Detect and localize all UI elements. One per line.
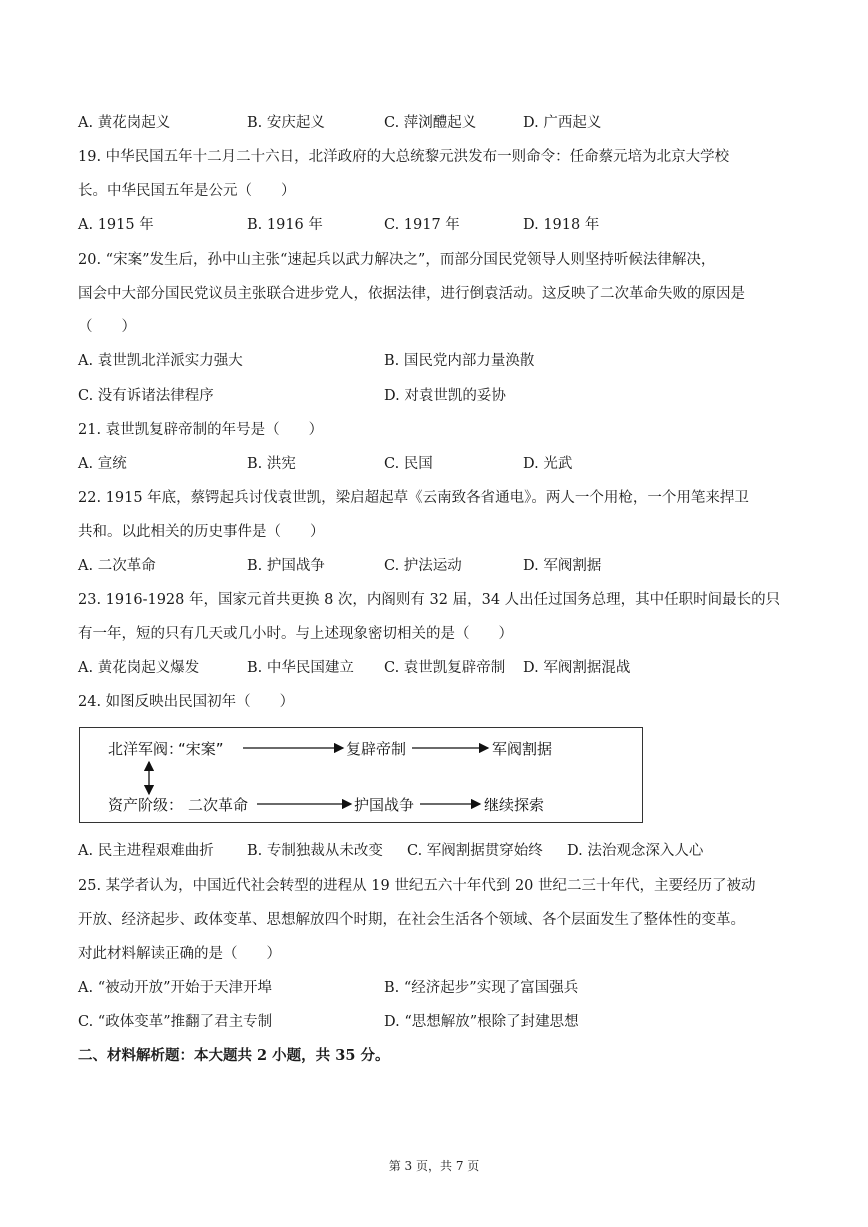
q19-stem-line-1: 19. 中华民国五年十二月二十六日，北洋政府的大总统黎元洪发布一则命令：任命蔡元培为北京大学校 bbox=[78, 149, 730, 165]
q19-options bbox=[78, 215, 778, 235]
q24-stem: 24. 如图反映出民国初年（ ） bbox=[78, 694, 295, 710]
option-d: D. “思想解放”根除了封建思想 bbox=[384, 1014, 579, 1030]
option-d: D. 军阀割据混战 bbox=[523, 660, 631, 676]
q21-stem: 21. 袁世凯复辟帝制的年号是（ ） bbox=[78, 422, 324, 438]
q20-options-row-1 bbox=[78, 351, 778, 371]
option-d: D. 广西起义 bbox=[523, 115, 602, 131]
page-footer: 第 3 页，共 7 页 bbox=[388, 1159, 480, 1173]
option-c: C. “政体变革”推翻了君主专制 bbox=[78, 1014, 273, 1030]
q23-stem-line-1: 23. 1916-1928 年，国家元首共更换 8 次，内阁则有 32 届，34 人出任过国务总理，其中任职时间最长的只 bbox=[78, 592, 781, 608]
option-b: B. 专制独裁从未改变 bbox=[247, 843, 383, 859]
row1-label: 北洋军阀： bbox=[108, 740, 184, 758]
option-c: C. 护法运动 bbox=[384, 558, 462, 574]
row2-item-2: 护国战争 bbox=[354, 796, 415, 814]
q25-options-row-1 bbox=[78, 978, 778, 998]
row1-item-1: “宋案” bbox=[178, 740, 224, 758]
option-d: D. 光武 bbox=[523, 456, 573, 472]
q20-stem-line-3: （ ） bbox=[78, 319, 136, 335]
row2-item-1: 二次革命 bbox=[188, 796, 249, 814]
q25-stem-line-2: 开放、经济起步、政体变革、思想解放四个时期，在社会生活各个领域、各个层面发生了整体性的变革。 bbox=[78, 912, 745, 928]
q25-options-row-2 bbox=[78, 1012, 778, 1032]
option-a: A. 黄花岗起义 bbox=[78, 115, 171, 131]
option-c: C. 民国 bbox=[384, 456, 433, 472]
q25-stem-line-3: 对此材料解读正确的是（ ） bbox=[78, 946, 281, 962]
option-b: B. 国民党内部力量涣散 bbox=[384, 353, 535, 369]
section-heading: 二、材料解析题：本大题共 2 小题，共 35 分。 bbox=[78, 1047, 390, 1064]
option-c: C. 军阀割据贯穿始终 bbox=[407, 843, 543, 859]
row1-item-2: 复辟帝制 bbox=[346, 740, 407, 758]
option-a: A. “被动开放”开始于天津开埠 bbox=[78, 980, 273, 996]
q22-options bbox=[78, 556, 778, 576]
option-d: D. 法治观念深入人心 bbox=[567, 843, 704, 859]
option-c: C. 萍浏醴起义 bbox=[384, 115, 477, 131]
q23-stem-line-2: 有一年，短的只有几天或几小时。与上述现象密切相关的是（ ） bbox=[78, 626, 513, 642]
option-a: A. 二次革命 bbox=[78, 558, 156, 574]
q22-stem-line-1: 22. 1915 年底，蔡锷起兵讨伐袁世凯，梁启超起草《云南致各省通电》。两人一个用枪，一个用笔来捍卫 bbox=[78, 490, 749, 506]
q19-stem-line-2: 长。中华民国五年是公元（ ） bbox=[78, 183, 296, 199]
q20-stem-line-1: 20. “宋案”发生后，孙中山主张“速起兵以武力解决之”，而部分国民党领导人则坚持听候法律解决， bbox=[78, 252, 716, 268]
q24-diagram bbox=[79, 727, 643, 823]
option-d: D. 1918 年 bbox=[523, 217, 600, 233]
row1-item-3: 军阀割据 bbox=[492, 740, 553, 758]
option-b: B. 洪宪 bbox=[247, 456, 296, 472]
option-b: B. 1916 年 bbox=[247, 217, 323, 233]
option-c: C. 1917 年 bbox=[384, 217, 460, 233]
option-a: A. 宣统 bbox=[78, 456, 127, 472]
option-a: A. 民主进程艰难曲折 bbox=[78, 843, 214, 859]
option-a: A. 袁世凯北洋派实力强大 bbox=[78, 353, 243, 369]
option-d: D. 对袁世凯的妥协 bbox=[384, 388, 506, 404]
row2-label: 资产阶级： bbox=[108, 796, 184, 814]
q18-options bbox=[78, 113, 778, 133]
option-b: B. 安庆起义 bbox=[247, 115, 325, 131]
option-b: B. “经济起步”实现了富国强兵 bbox=[384, 980, 579, 996]
row2-item-3: 继续探索 bbox=[484, 796, 545, 814]
q23-options bbox=[78, 658, 778, 678]
diagram-canvas bbox=[80, 728, 642, 822]
option-a: A. 1915 年 bbox=[78, 217, 154, 233]
q20-stem-line-2: 国会中大部分国民党议员主张联合进步党人，依据法律，进行倒袁活动。这反映了二次革命失败的原因是 bbox=[78, 286, 745, 302]
option-c: C. 袁世凯复辟帝制 bbox=[384, 660, 506, 676]
option-a: A. 黄花岗起义爆发 bbox=[78, 660, 200, 676]
option-b: B. 中华民国建立 bbox=[247, 660, 354, 676]
option-c: C. 没有诉诸法律程序 bbox=[78, 388, 214, 404]
q22-stem-line-2: 共和。以此相关的历史事件是（ ） bbox=[78, 524, 325, 540]
q20-options-row-2 bbox=[78, 386, 778, 406]
option-b: B. 护国战争 bbox=[247, 558, 325, 574]
q25-stem-line-1: 25. 某学者认为，中国近代社会转型的进程从 19 世纪五六十年代到 20 世纪二三十年代，主要经历了被动 bbox=[78, 878, 756, 894]
q24-options bbox=[78, 841, 778, 861]
option-d: D. 军阀割据 bbox=[523, 558, 602, 574]
q21-options bbox=[78, 454, 778, 474]
